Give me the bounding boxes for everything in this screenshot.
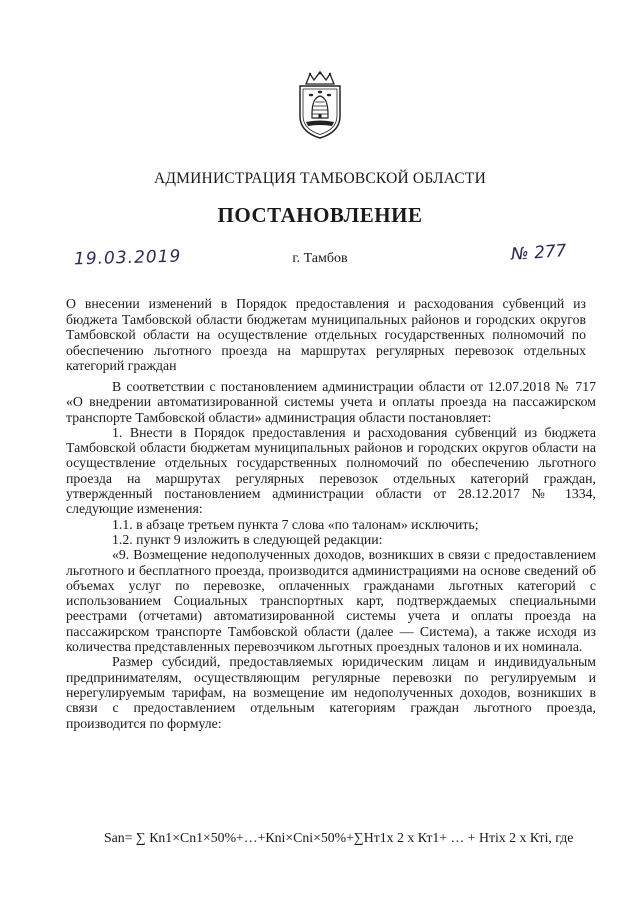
subsidy-paragraph: Размер субсидий, предоставляемых юридическим лицам и индивидуальным предпринимателям, осуществляющим регулярные перевозки по регулируемым и нерегулируемым тарифам, на возмещение им недополученных доходов, возникших в связи с предоставлением отдельным категориям граждан льготного проезда, производится по формуле: [66,654,596,731]
tambov-coat-of-arms-icon [292,70,348,140]
document-city: г. Тамбов [292,251,348,266]
document-number: № 277 [510,241,568,265]
document-date: 19.03.2019 [73,246,182,270]
clause-1-1-paragraph: 1.1. в абзаце третьем пункта 7 слова «по талонам» исключить; [112,516,479,532]
issuing-authority: АДМИНИСТРАЦИЯ ТАМБОВСКОЙ ОБЛАСТИ [154,170,486,187]
document-type: ПОСТАНОВЛЕНИЕ [217,203,423,227]
subsidy-formula: Sаn= ∑ Кn1×Сn1×50%+…+Кni×Сni×50%+∑Нт1х 2 х Кт1+ … + Нтiх 2 х Ктi, где [104,830,574,845]
clause-1-2-paragraph: 1.2. пункт 9 изложить в следующей редакции: [112,531,383,547]
clause-9-paragraph: «9. Возмещение недополученных доходов, возникших в связи с предоставлением льготного и бесплатного проезда, производится администрациями на основе сведений об объемах услуг по перевозке, оплаченных гражданами льготных категорий с использованием Социальных транспортных карт, подтверждаемых специальными реестрами (отчетами) автоматизированной системы учета и оплаты проезда на пассажирском транспорте Тамбовской области (далее — Система), а также исходя из количества представленных перевозчиком льготных проездных талонов и их номинала. [66,547,596,655]
document-title: О внесении изменений в Порядок предоставления и расходования субвенций из бюджета Тамбовской области бюджетам муниципальных районов и городских округов Тамбовской области на осуществление отдельных государственных полномочий по обеспечению льготного проезда на маршрутах регулярных перевозок отдельных категорий граждан [66,296,586,373]
document-body [66,379,596,731]
preamble-paragraph: В соответствии с постановлением администрации области от 12.07.2018 № 717 «О внедрении автоматизированной системы учета и оплаты проезда на пассажирском транспорте Тамбовской области» администрация области постановляет: [66,379,596,425]
clause-1-paragraph: 1. Внести в Порядок предоставления и расходования субвенций из бюджета Тамбовской области бюджетам муниципальных районов и городских округов области на осуществление отдельных государственных полномочий по обеспечению льготного проезда на маршрутах регулярных перевозок отдельных категорий граждан, утвержденный постановлением администрации области от 28.12.2017 № 1334, следующие изменения: [66,424,596,517]
